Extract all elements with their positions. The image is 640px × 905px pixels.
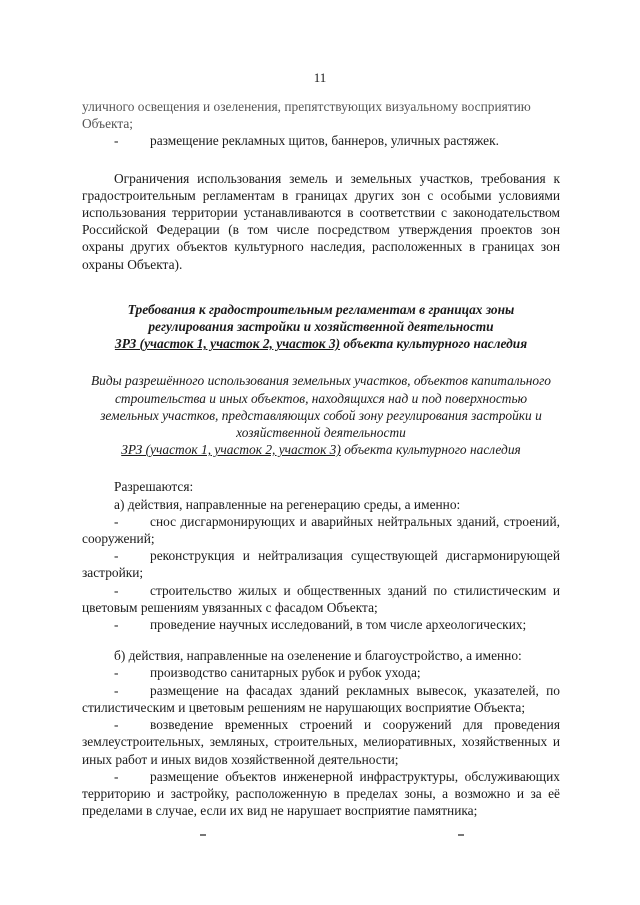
subheading-rest: объекта культурного наследия xyxy=(340,442,521,458)
heading-line: Требования к градостроительным регламентам в границах зоны xyxy=(127,301,515,317)
list-dash: - xyxy=(114,513,119,529)
list-dash: - xyxy=(114,665,119,681)
list-dash: - xyxy=(114,133,119,149)
subheading-text: Виды разрешённого использования земельных участков, объектов капитального строительства и иных объектов, находящихся над и под поверхностью земельных участков, представляющих собой зону регулирования застройки и хозяйственной деятельности xyxy=(90,373,551,441)
scan-mark xyxy=(200,834,206,836)
list-dash: - xyxy=(114,548,119,564)
intro-line: Объекта; xyxy=(82,116,134,132)
subheading-zone-code: ЗРЗ (участок 1, участок 2, участок 3) xyxy=(121,442,341,458)
list-item xyxy=(82,513,560,547)
subheading xyxy=(82,372,560,458)
list-item-text: проведение научных исследований, в том числе археологических; xyxy=(150,617,527,633)
section-a-title: а) действия, направленные на регенерацию среды, а именно: xyxy=(114,496,461,512)
document-body xyxy=(82,98,560,819)
section-b-title: б) действия, направленные на озеленение и благоустройство, а именно: xyxy=(114,648,522,664)
restrictions-paragraph: Ограничения использования земель и земельных участков, требования к градостроительным регламентам в границах других зон с особыми условиями использования территории устанавливаются в соответствии с законодательством Российской Федерации (в том числе посредством утверждения проектов зон охраны других объектов культурного наследия, расположенных в границах зон охраны Объекта). xyxy=(82,170,560,272)
list-dash: - xyxy=(114,717,119,733)
heading-line-rest: объекта культурного наследия xyxy=(340,336,528,352)
list-item xyxy=(82,664,560,681)
list-item xyxy=(82,682,560,716)
page-number: 11 xyxy=(313,70,327,85)
list-dash: - xyxy=(114,582,119,598)
heading-zone-code: ЗРЗ (участок 1, участок 2, участок 3) xyxy=(114,336,341,352)
intro-line: уличного освещения и озеленения, препятствующих визуальному восприятию xyxy=(82,99,531,114)
scan-mark xyxy=(458,834,464,836)
list-item xyxy=(82,547,560,581)
list-item-text: возведение временных строений и сооружений для проведения землеустроительных, земляных, строительных, мелиоративных, хозяйственных и иных работ и иных видов хозяйственной деятельности; xyxy=(82,717,560,767)
list-dash: - xyxy=(114,617,119,633)
heading-line: регулирования застройки и хозяйственной деятельности xyxy=(148,319,494,335)
heading-line xyxy=(92,335,550,352)
list-item-text: реконструкция и нейтрализация существующей дисгармонирующей застройки; xyxy=(82,548,560,581)
list-item xyxy=(82,616,560,633)
list-item-text: производство санитарных рубок и рубок ухода; xyxy=(150,665,421,681)
list-item-text: строительство жилых и общественных зданий по стилистическим и цветовым решениям увязанных с фасадом Объекта; xyxy=(82,582,560,615)
list-dash: - xyxy=(114,768,119,784)
list-item xyxy=(82,716,560,768)
list-item-text: размещение на фасадах зданий рекламных вывесок, указателей, по стилистическим и цветовым решениям не нарушающих восприятие Объекта; xyxy=(82,682,560,715)
list-item-text: размещение объектов инженерной инфраструктуры, обслуживающих территорию и застройку, расположенную в пределах зоны, а возможно и за её пределами в случае, если их вид не нарушает восприятие памятника; xyxy=(82,768,560,819)
list-dash: - xyxy=(114,682,119,698)
list-item xyxy=(82,582,560,616)
scan-marks xyxy=(0,834,640,840)
list-item xyxy=(82,768,560,820)
section-heading xyxy=(82,301,560,353)
list-item xyxy=(82,132,560,149)
list-item-text: размещение рекламных щитов, баннеров, уличных растяжек. xyxy=(150,133,499,149)
allowed-label: Разрешаются: xyxy=(114,479,194,495)
list-item-text: снос дисгармонирующих и аварийных нейтральных зданий, строений, сооружений; xyxy=(82,513,560,547)
